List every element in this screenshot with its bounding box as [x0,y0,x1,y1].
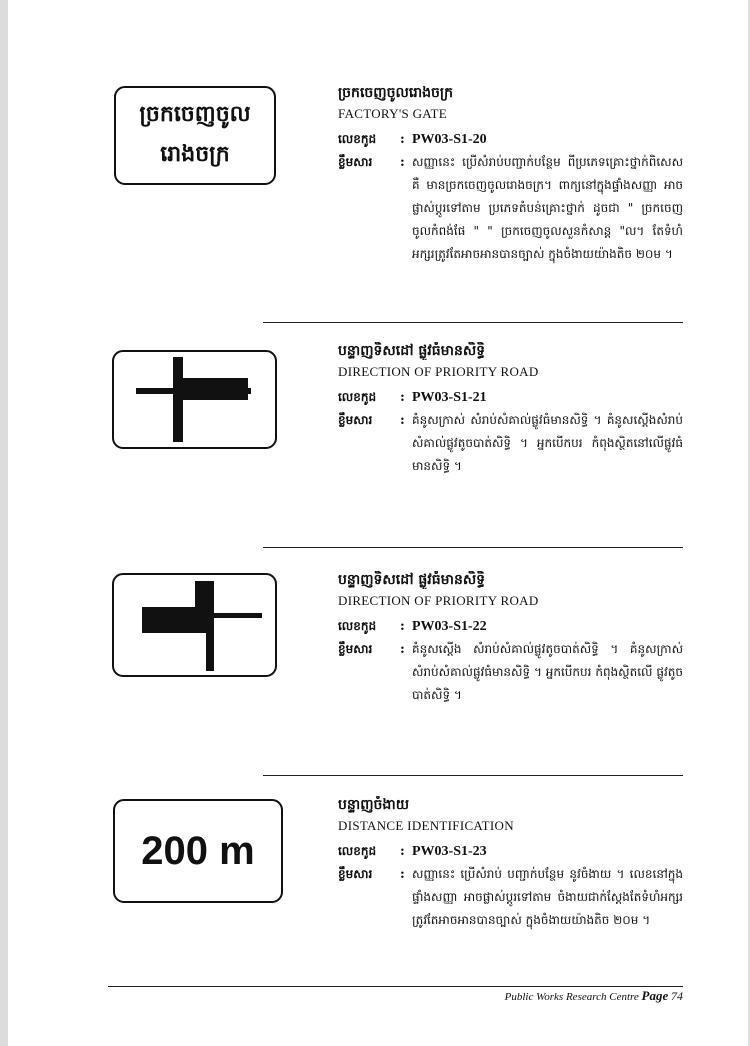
description-row [338,409,683,478]
sign-info [338,796,683,932]
meaning-label: ខ្លឹមសារ [338,867,373,881]
section-divider [263,322,683,323]
sign-title-en: FACTORY'S GATE [338,106,447,121]
sign-text-line-2: រោងចក្រ [160,142,230,167]
footer-org: Public Works Research Centre [504,991,639,1003]
code-row [338,128,683,151]
priority-road-bend-icon [114,352,275,447]
meaning-separator: : [400,642,405,657]
sign-description: សញ្ញានេះ ប្រើសំរាប់បញ្ជាក់បន្ថែម ពីប្រភេទគ្រោះថ្នាក់ពិសេស គឺ មានច្រកចេញចូលរោងចក្រ។ ពាក្យនៅក្នុងផ្ទាំងសញ្ញា អាចផ្លាស់ប្តូរទៅតាម ប្រភេទតំបន់គ្រោះថ្នាក់ ដូចជា " ច្រកចេញចូលកំពង់ផែ " " ច្រកចេញចូលសួនកំសាន្ត "ល។ តែទំហំអក្សរត្រូវតែអាចអានបានច្បាស់ ក្នុងចំងាយយ៉ាងតិច ២០ម ។ [412,155,683,261]
description-row [338,638,683,707]
page-number: 74 [671,989,683,1003]
sign-description: សញ្ញានេះ ប្រើសំរាប់ បញ្ជាក់បន្ថែម នូវចំងាយ ។ លេខនៅក្នុងផ្ទាំងសញ្ញា អាចផ្លាស់ប្តូរទៅតាម ចំងាយជាក់ស្តែងតែទំហំអក្សរ ត្រូវតែអាចអានបានច្បាស់ ក្នុងចំងាយយ៉ាងតិច ២០ម ។ [412,867,683,927]
code-label: លេខកូដ [338,390,377,404]
code-row [338,386,683,409]
code-label: លេខកូដ [338,132,377,146]
sign-description: គំនូសស្តើង សំរាប់សំគាល់ផ្លូវតូចបាត់សិទ្ធិ ។ គំនូសក្រាស់ សំរាប់សំគាល់ផ្លូវធំមានសិទ្ធិ ។ អ្នកបើកបរ កំពុងស្ថិតលើ ផ្លូវតូចបាត់សិទ្ធិ ។ [412,642,683,702]
sign-code: PW03-S1-21 [412,390,487,405]
sign-title-kh: បន្ទាញទិសដៅ ផ្លូវធំមានសិទ្ធិ [338,343,486,359]
meaning-separator: : [400,413,405,428]
section-divider [263,775,683,776]
sign-info [338,571,683,707]
page-footer [505,988,683,1004]
meaning-label: ខ្លឹមសារ [338,155,373,169]
meaning-separator: : [400,867,405,882]
document-page [8,0,748,1046]
code-separator: : [400,132,405,147]
code-separator: : [400,390,405,405]
factory-gate-sign-image [114,86,276,185]
sign-title-kh: ច្រកចេញចូលរោងចក្រ [338,85,453,101]
sign-code: PW03-S1-23 [412,844,487,859]
meaning-label: ខ្លឹមសារ [338,642,373,656]
code-separator: : [400,619,405,634]
description-row [338,151,683,266]
sign-title-en: DIRECTION OF PRIORITY ROAD [338,593,539,608]
sign-title-en: DISTANCE IDENTIFICATION [338,818,514,833]
code-label: លេខកូដ [338,844,377,858]
sign-info [338,342,683,478]
sign-description: គំនូសក្រាស់ សំរាប់សំគាល់ផ្លូវធំមានសិទ្ធិ ។ គំនូសស្តើងសំរាប់សំគាល់ផ្លូវតូចបាត់សិទ្ធិ ។ អ្នកបើកបរ កំពុងស្ថិតនៅលើផ្លូវធំមានសិទ្ធិ ។ [412,413,683,473]
distance-sign-image [113,799,283,903]
footer-rule [108,986,683,987]
priority-road-sign-image [112,573,277,677]
meaning-label: ខ្លឹមសារ [338,413,373,427]
meaning-separator: : [400,155,405,170]
code-row [338,840,683,863]
code-separator: : [400,844,405,859]
sign-info [338,84,683,266]
distance-sign-text: 200 m [141,829,255,873]
priority-road-sign-image [112,350,277,449]
sign-code: PW03-S1-22 [412,619,487,634]
sign-title-kh: បន្ទាញទិសដៅ ផ្លូវធំមានសិទ្ធិ [338,572,486,588]
code-row [338,615,683,638]
description-row [338,863,683,932]
sign-code: PW03-S1-20 [412,132,487,147]
section-divider [263,547,683,548]
sign-title-en: DIRECTION OF PRIORITY ROAD [338,364,539,379]
code-label: លេខកូដ [338,619,377,633]
sign-title-kh: បន្ទាញចំងាយ [338,797,410,813]
footer-page-word: Page [641,988,669,1003]
sign-text-line-1: ច្រកចេញចូល [139,102,251,127]
priority-road-minor-icon [114,575,275,675]
